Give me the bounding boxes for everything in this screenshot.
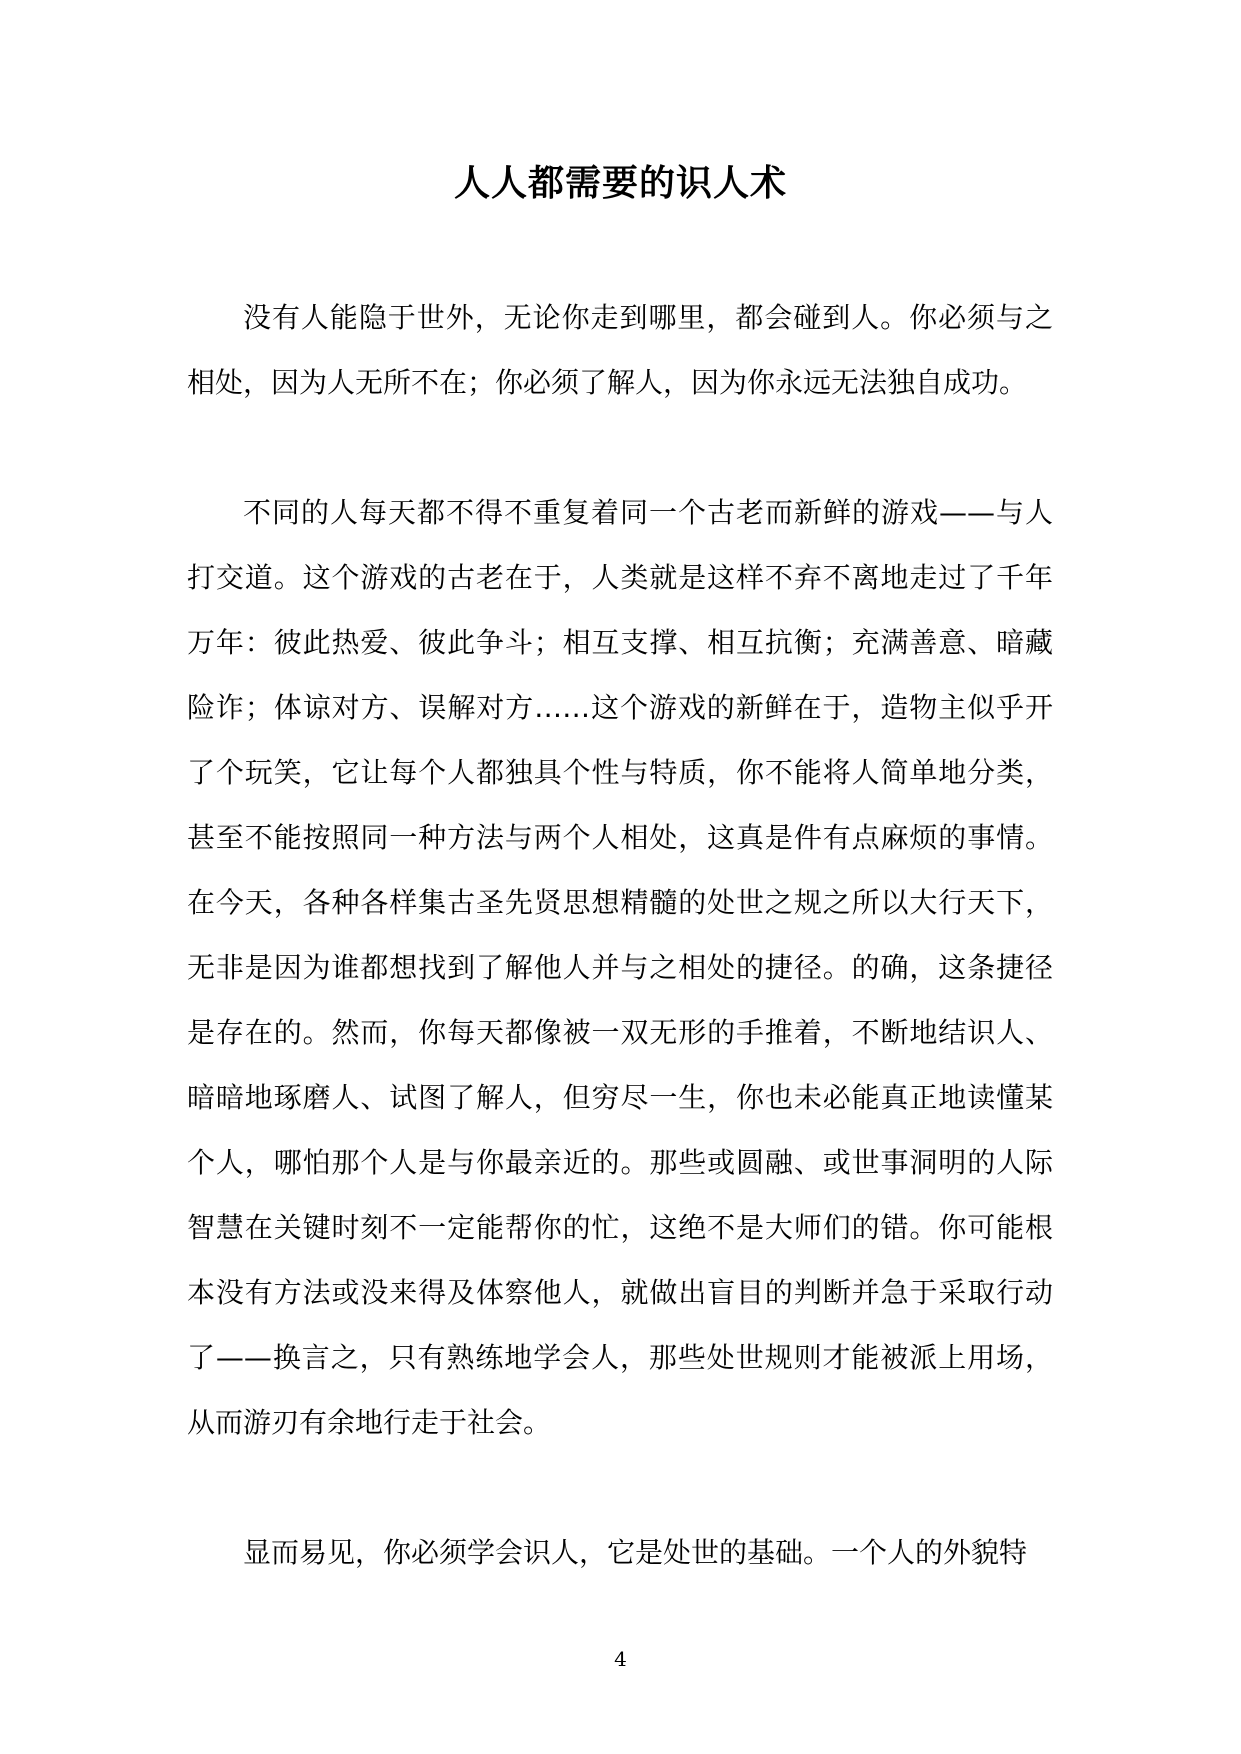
paragraph-1: 没有人能隐于世外，无论你走到哪里，都会碰到人。你必须与之相处，因为人无所不在；你必须了解人，因为你永远无法独自成功。 bbox=[187, 301, 1053, 399]
document-title: 人人都需要的识人术 bbox=[453, 163, 787, 204]
page-number: 4 bbox=[614, 1647, 627, 1671]
document-body bbox=[187, 285, 1053, 1585]
paragraph-3: 显而易见，你必须学会识人，它是处世的基础。一个人的外貌特 bbox=[243, 1536, 1028, 1569]
paragraph-2: 不同的人每天都不得不重复着同一个古老而新鲜的游戏——与人打交道。这个游戏的古老在于，人类就是这样不弃不离地走过了千年万年：彼此热爱、彼此争斗；相互支撑、相互抗衡；充满善意、暗藏险诈；体谅对方、误解对方……这个游戏的新鲜在于，造物主似乎开了个玩笑，它让每个人都独具个性与特质，你不能将人简单地分类，甚至不能按照同一种方法与两个人相处，这真是件有点麻烦的事情。在今天，各种各样集古圣先贤思想精髓的处世之规之所以大行天下，无非是因为谁都想找到了解他人并与之相处的捷径。的确，这条捷径是存在的。然而，你每天都像被一双无形的手推着，不断地结识人、暗暗地琢磨人、试图了解人，但穷尽一生，你也未必能真正地读懂某个人，哪怕那个人是与你最亲近的。那些或圆融、或世事洞明的人际智慧在关键时刻不一定能帮你的忙，这绝不是大师们的错。你可能根本没有方法或没来得及体察他人，就做出盲目的判断并急于采取行动了——换言之，只有熟练地学会人，那些处世规则才能被派上用场，从而游刃有余地行走于社会。 bbox=[187, 496, 1053, 1439]
